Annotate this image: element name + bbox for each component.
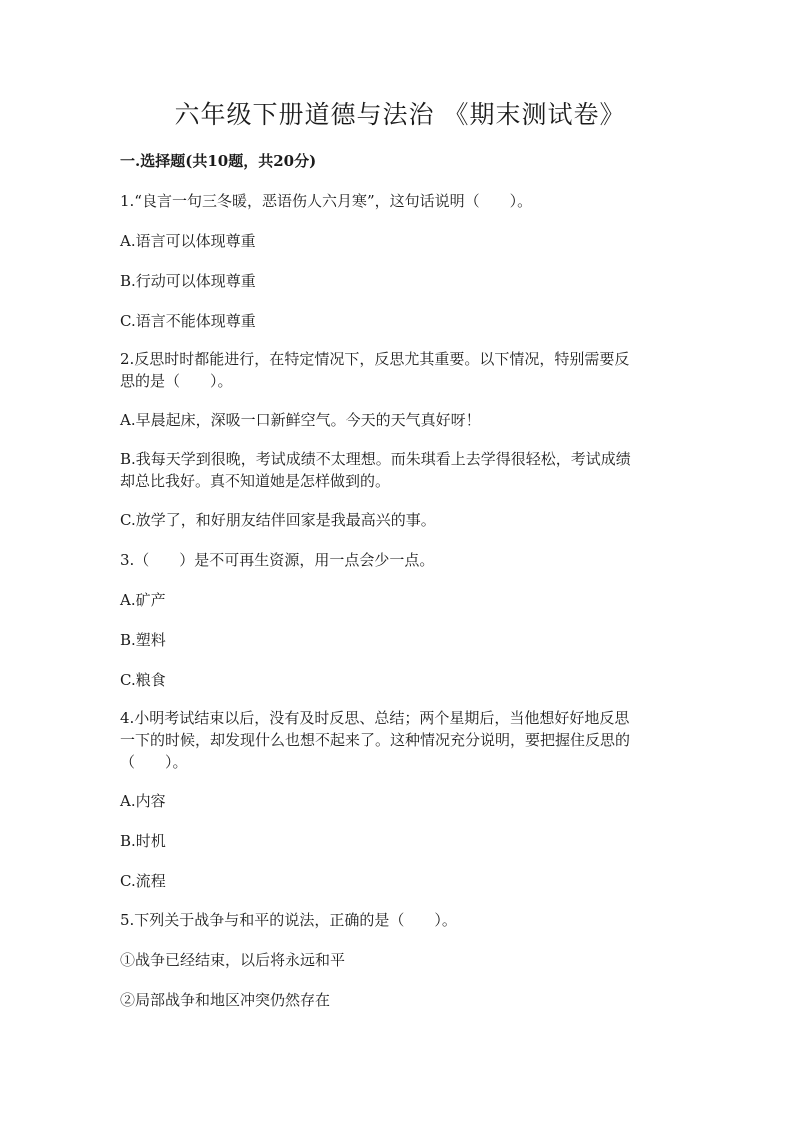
question-3-option-a: A.矿产 xyxy=(120,591,166,609)
question-2-option-b-line-1: B.我每天学到很晚，考试成绩不太理想。而朱琪看上去学得很轻松，考试成绩 xyxy=(120,450,631,468)
question-5-statement-2: ②局部战争和地区冲突仍然存在 xyxy=(120,991,331,1009)
question-4-option-b: B.时机 xyxy=(120,832,166,850)
question-2-stem-line-2: 思的是（ ）。 xyxy=(120,372,233,390)
question-4-stem-line-2: 一下的时候，却发现什么也想不起来了。这种情况充分说明，要把握住反思的 xyxy=(120,731,631,749)
question-5-stem: 5.下列关于战争与和平的说法，正确的是（ ）。 xyxy=(120,911,457,929)
question-1-stem: 1.“良言一句三冬暖，恶语伤人六月寒”，这句话说明（ ）。 xyxy=(120,192,533,210)
question-2-stem-line-1: 2.反思时时都能进行，在特定情况下，反思尤其重要。以下情况，特别需要反 xyxy=(120,350,630,368)
question-4-option-c: C.流程 xyxy=(120,872,166,890)
question-3-stem: 3.（ ）是不可再生资源，用一点会少一点。 xyxy=(120,551,435,569)
question-1-option-c: C.语言不能体现尊重 xyxy=(120,312,256,330)
page-title: 六年级下册道德与法治 《期末测试卷》 xyxy=(174,100,626,129)
question-1-option-b: B.行动可以体现尊重 xyxy=(120,272,256,290)
section-heading: 一.选择题(共10题，共20分) xyxy=(120,152,317,170)
question-3-option-c: C.粮食 xyxy=(120,671,166,689)
question-1-option-a: A.语言可以体现尊重 xyxy=(120,232,256,250)
question-2-option-c: C.放学了，和好朋友结伴回家是我最高兴的事。 xyxy=(120,511,436,529)
question-4-stem-line-3: （ ）。 xyxy=(120,753,188,771)
question-2-option-a: A.早晨起床，深吸一口新鲜空气。今天的天气真好呀！ xyxy=(120,411,481,429)
question-3-option-b: B.塑料 xyxy=(120,631,166,649)
question-4-stem-line-1: 4.小明考试结束以后，没有及时反思、总结；两个星期后，当他想好好地反思 xyxy=(120,709,630,727)
question-4-option-a: A.内容 xyxy=(120,792,166,810)
question-2-option-b-line-2: 却总比我好。真不知道她是怎样做到的。 xyxy=(120,472,391,490)
question-5-statement-1: ①战争已经结束，以后将永远和平 xyxy=(120,951,346,969)
